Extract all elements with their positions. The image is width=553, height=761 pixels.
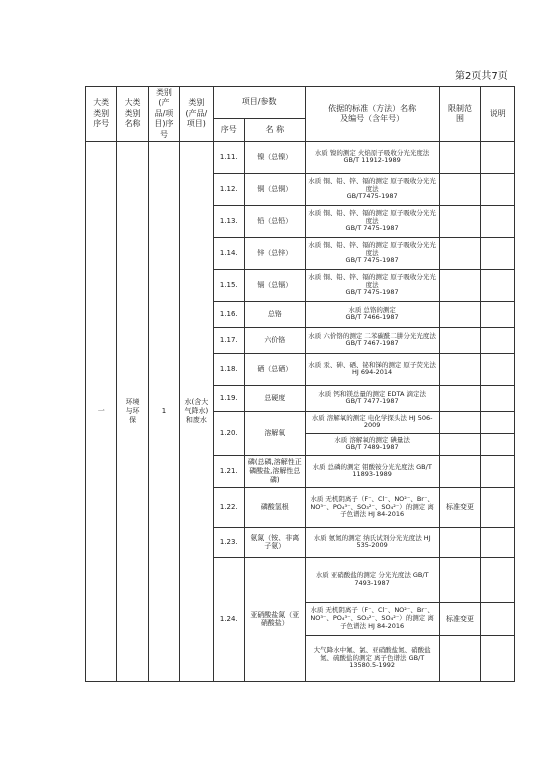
header-category-no: 类别(产 品/项 目)序号 xyxy=(148,87,179,142)
standard-method: 水质 铜、铅、锌、镉的测定 原子吸收分光光度法 GB/T 7475-1987 xyxy=(305,237,439,269)
limit-range: 标准变更 xyxy=(439,487,481,527)
note-cell xyxy=(481,433,515,455)
note-cell xyxy=(481,557,515,602)
table-body xyxy=(86,141,515,681)
note-cell xyxy=(481,487,515,527)
item-seq: 1.15. xyxy=(213,269,244,301)
note-cell xyxy=(481,455,515,487)
standard-method: 水质 总铬的测定 GB/T 7466-1987 xyxy=(305,301,439,327)
header-seq: 序号 xyxy=(213,118,244,141)
item-name: 磷(总磷,溶解性正磷酸盐,溶解性总磷) xyxy=(244,455,305,487)
note-cell xyxy=(481,527,515,557)
limit-range xyxy=(439,301,481,327)
page-number: 第2页共7页 xyxy=(455,71,508,82)
limit-range: 标准变更 xyxy=(439,602,481,635)
standard-method: 水质 溶解氧的测定 碘量法 GB/T 7489-1987 xyxy=(305,433,439,455)
note-cell xyxy=(481,141,515,173)
standard-method: 水质 氨氮的测定 纳氏试剂分光光度法 HJ 535-2009 xyxy=(305,527,439,557)
note-cell xyxy=(481,301,515,327)
limit-range xyxy=(439,527,481,557)
group-category-no: 1 xyxy=(148,141,179,681)
header-item-param: 项目/参数 xyxy=(213,87,305,119)
limit-range xyxy=(439,385,481,411)
limit-range xyxy=(439,173,481,205)
group-major-no: 一 xyxy=(86,141,117,681)
note-cell xyxy=(481,353,515,385)
standard-method: 水质 钙和镁总量的测定 EDTA 滴定法 GB/T 7477-1987 xyxy=(305,385,439,411)
item-name: 锌（总锌） xyxy=(244,237,305,269)
note-cell xyxy=(481,205,515,237)
limit-range xyxy=(439,411,481,433)
note-cell xyxy=(481,635,515,681)
item-seq: 1.16. xyxy=(213,301,244,327)
standard-method: 水质 亚硝酸盐的测定 分光光度法 GB/T 7493-1987 xyxy=(305,557,439,602)
item-seq: 1.18. xyxy=(213,353,244,385)
standard-method: 大气降水中氟、氯、亚硝酸盐氮、硝酸盐氮、硫酸盐的测定 离子色谱法 GB/T 13580.5-1992 xyxy=(305,635,439,681)
standard-method: 水质 铜、铅、锌、镉的测定 原子吸收分光光度法 GB/T7475-1987 xyxy=(305,173,439,205)
item-name: 镉（总镉） xyxy=(244,269,305,301)
item-name: 总铬 xyxy=(244,301,305,327)
standard-method: 水质 六价铬的测定 二苯碳酰二肼分光光度法 GB/T 7467-1987 xyxy=(305,327,439,353)
standard-method: 水质 镍的测定 火焰原子吸收分光光度法 GB/T 11912-1989 xyxy=(305,141,439,173)
item-seq: 1.24. xyxy=(213,557,244,681)
item-name: 六价铬 xyxy=(244,327,305,353)
item-name: 镍（总镍） xyxy=(244,141,305,173)
header-name: 名 称 xyxy=(244,118,305,141)
standard-method: 水质 溶解氧的测定 电化学探头法 HJ 506-2009 xyxy=(305,411,439,433)
standard-method: 水质 铜、铅、锌、镉的测定 原子吸收分光光度法 GB/T 7475-1987 xyxy=(305,205,439,237)
standard-method: 水质 总磷的测定 钼酸铵分光光度法 GB/T 11893-1989 xyxy=(305,455,439,487)
limit-range xyxy=(439,353,481,385)
item-seq: 1.21. xyxy=(213,455,244,487)
limit-range xyxy=(439,557,481,602)
group-major-name: 环境 与环 保 xyxy=(117,141,148,681)
note-cell xyxy=(481,411,515,433)
header-standard: 依据的标准（方法）名称 及编号（含年号） xyxy=(305,87,439,142)
item-seq: 1.17. xyxy=(213,327,244,353)
item-name: 溶解氧 xyxy=(244,411,305,455)
table-row xyxy=(86,141,515,173)
standard-method: 水质 无机阴离子（F⁻、Cl⁻、NO²⁻、Br⁻、NO³⁻、PO₄³⁻、SO₃²⁻、SO₄²⁻）的测定 离子色谱法 HJ 84-2016 xyxy=(305,602,439,635)
limit-range xyxy=(439,327,481,353)
item-name: 亚硝酸盐氮（亚硝酸盐） xyxy=(244,557,305,681)
item-name: 硒（总硒） xyxy=(244,353,305,385)
item-seq: 1.23. xyxy=(213,527,244,557)
accreditation-table xyxy=(85,86,515,682)
item-seq: 1.22. xyxy=(213,487,244,527)
header-major-no: 大类 类别 序号 xyxy=(86,87,117,142)
header-note: 说明 xyxy=(481,87,515,142)
header-category: 类别 (产品/ 项目) xyxy=(180,87,213,142)
item-seq: 1.14. xyxy=(213,237,244,269)
note-cell xyxy=(481,602,515,635)
header-major-name: 大类 类别 名称 xyxy=(117,87,148,142)
item-name: 磷酸氢根 xyxy=(244,487,305,527)
limit-range xyxy=(439,237,481,269)
note-cell xyxy=(481,327,515,353)
item-seq: 1.20. xyxy=(213,411,244,455)
limit-range xyxy=(439,635,481,681)
limit-range xyxy=(439,269,481,301)
group-category: 水(含大 气降水) 和废水 xyxy=(180,141,213,681)
standard-method: 水质 无机阴离子（F⁻、Cl⁻、NO²⁻、Br⁻、NO³⁻、PO₄³⁻、SO₃²⁻、SO₄²⁻）的测定 离子色谱法 HJ 84-2016 xyxy=(305,487,439,527)
note-cell xyxy=(481,269,515,301)
limit-range xyxy=(439,141,481,173)
header-limit: 限制范 围 xyxy=(439,87,481,142)
item-seq: 1.13. xyxy=(213,205,244,237)
standard-method: 水质 汞、砷、硒、铋和锑的测定 原子荧光法 HJ 694-2014 xyxy=(305,353,439,385)
limit-range xyxy=(439,455,481,487)
limit-range xyxy=(439,205,481,237)
limit-range xyxy=(439,433,481,455)
item-seq: 1.12. xyxy=(213,173,244,205)
standard-method: 水质 铜、铅、锌、镉的测定 原子吸收分光光度法 GB/T 7475-1987 xyxy=(305,269,439,301)
item-seq: 1.19. xyxy=(213,385,244,411)
item-seq: 1.11. xyxy=(213,141,244,173)
item-name: 总硬度 xyxy=(244,385,305,411)
item-name: 铅（总铅） xyxy=(244,205,305,237)
note-cell xyxy=(481,237,515,269)
item-name: 氨氮（铵、非离子氨） xyxy=(244,527,305,557)
item-name: 铜（总铜） xyxy=(244,173,305,205)
note-cell xyxy=(481,385,515,411)
note-cell xyxy=(481,173,515,205)
